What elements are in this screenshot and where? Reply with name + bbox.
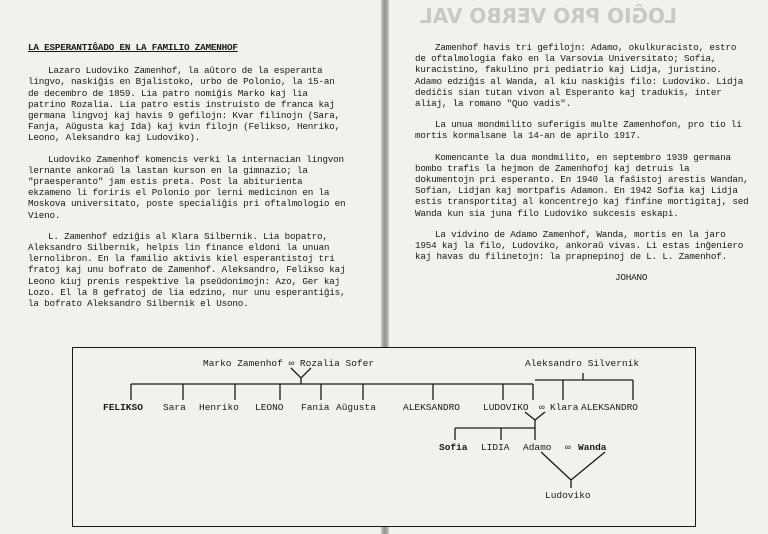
right-column <box>415 42 750 294</box>
tree-connector-parents <box>291 368 311 378</box>
right-paragraph-4: La vidvino de Adamo Zamenhof, Wanda, mortis en la jaro 1954 kaj la filo, Ludoviko, ankoraŭ vivas. Li estas inĝeniero kaj havas du filinetojn: la prapnepinoj de L. L. Zamenhof. <box>415 228 744 263</box>
left-column <box>28 42 350 319</box>
left-paragraph-3: L. Zamenhof edziĝis al Klara Silbernik. Lia bopatro, Aleksandro Silbernik, helpis lin finance eldoni la unuan lernolibron. En la familio aktivis kiel esperantistoj tri fratoj kaj unu bofrato de Zamenhof. Aleksandro, Felikso kaj Leono kiuj prenis respektive la pseŭdonimojn: Azo, Ger kaj Lozo. El la 8 gefratoj de lia edzino, nur unu esperantiĝis, la bofrato Aleksandro Silbernik el Usono. <box>28 230 346 310</box>
tree-child-felikso: FELIKSO <box>103 402 143 413</box>
signature: JOHANO <box>615 272 648 284</box>
tree-marriage-symbol: ∞ <box>539 402 545 413</box>
left-paragraph-2: Ludoviko Zamenhof komencis verki la internacian lingvon lernante ankoraŭ la lastan kurson en la gimnazio; la "praesperanto" jam estis preta. Post la abiturienta ekzameno li foriris el Polonio por lernі medicinon en la Moskova universitato, poste specialiĝis pri oftalmologio en Vieno. <box>28 153 346 221</box>
tree-grandchild-sofia: Sofia <box>439 442 468 453</box>
tree-child-sara: Sara <box>163 402 186 413</box>
tree-great-grandson: Ludoviko <box>545 490 591 501</box>
tree-child-ludoviko: LUDOVIKO <box>483 402 529 413</box>
right-paragraph-2: La unua mondmilito suferigis multe Zamenhofon, pro tio li mortis kormalsane la 14-an de aprilo 1917. <box>415 119 742 142</box>
tree-grandchild-lidia: LIDIA <box>481 442 510 453</box>
family-tree <box>72 347 696 527</box>
show-through-text: LOĜIO PRO VERBO VAL <box>420 4 677 28</box>
tree-inlaw-son: ALEKSANDRO <box>581 402 639 413</box>
tree-child-henriko: Henriko <box>199 402 239 413</box>
tree-spouse-klara: Klara <box>550 402 579 413</box>
tree-grandchild-adamo: Adamo <box>523 442 552 453</box>
article-title: LA ESPERANTIĜADO EN LA FAMILIO ZAMENHOF <box>28 42 238 53</box>
tree-child-aleksandro: ALEKSANDRO <box>403 402 461 413</box>
tree-child-augusta: Aŭgusta <box>336 402 376 413</box>
left-paragraph-1: Lazaro Ludoviko Zamenhof, la aŭtoro de la esperanta lingvo, naskiĝis en Bjalistoko, urbo de Polonio, la 15-an de decembro de 1859. Lia patro nomiĝis Marko kaj lia patrino Rozalia. Lia patro estis instruisto de franca kaj germana lingvoj kaj havis 9 gefilojn: Kvar filinojn (Sara, Fanja, Aŭgusta kaj Ida) kaj kvin filojn (Felikso, Henriko, Leono, Aleksandro kaj Ludoviko). <box>28 65 340 144</box>
tree-marriage-symbol-2: ∞ <box>565 442 571 453</box>
tree-child-leono: LEONO <box>255 402 284 413</box>
tree-spouse-wanda: Wanda <box>578 442 607 453</box>
tree-inlaw-parent-label: Aleksandro Silvernik <box>525 358 640 369</box>
tree-connector-ludoviko-klara <box>525 412 545 420</box>
tree-parents-label: Marko Zamenhof ∞ Rozalia Sofer <box>203 358 375 369</box>
tree-child-fania: Fania <box>301 402 330 413</box>
right-paragraph-1: Zamenhof havis tri gefilojn: Adamo, okulkuracisto, estro de oftalmologia fako en la Varsovia Universitato; Sofia, kuracistino, fakulino pri pediatrio kaj Lidja, juristino. Adamo edziĝis al Wanda, al kiu naskiĝis filo: Ludoviko. Lidja dediĉis sian tutan vivon al Esperanto kaj tradukis, inter aliaj, la romano "Quo vadis". <box>415 42 744 110</box>
family-tree-diagram <box>73 348 695 526</box>
tree-connector-adamo-wanda <box>541 452 605 480</box>
right-paragraph-3: Komencante la dua mondmilito, en septembro 1939 germana bombo trafis la hejmon de Zamenhofoj kaj detruis la dokumentojn pri esperanto. En 1940 la faŝistoj arestis Wandan, Sofian, Lidjan kaj mortpafis Adamon. En 1942 Sofia kaj Lidja estis transportitaj al koncentrejo kaj finfine mortigitaj, sed Wanda kun sia juna filo Ludoviko sukcesis eskapi. <box>415 151 749 219</box>
